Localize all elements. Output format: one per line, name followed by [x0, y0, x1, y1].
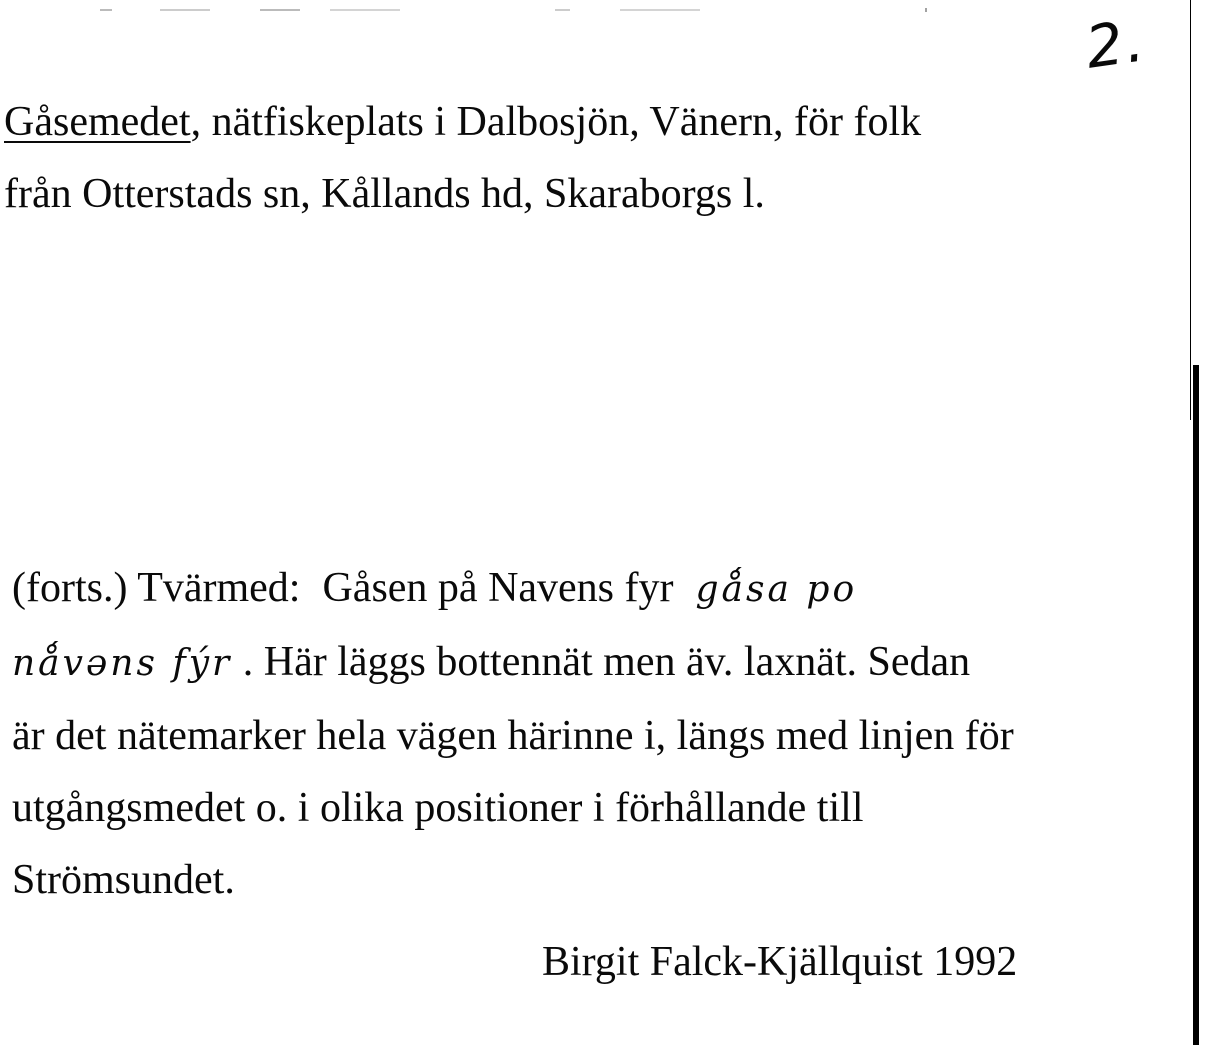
author-signature: Birgit Falck-Kjällquist 1992: [542, 939, 1018, 985]
entry-line-1-rest: , nätfiskeplats i Dalbosjön, Vänern, för folk: [190, 99, 922, 145]
body-prefix: (forts.) Tvärmed:: [12, 565, 301, 611]
card-edge-line: [1190, 0, 1191, 420]
place-name: Gåsen på Navens fyr: [322, 565, 674, 611]
card-edge-shadow: [1193, 365, 1199, 1045]
entry-heading: [4, 86, 1154, 230]
body-line-3: är det nätemarker hela vägen härinne i, längs med linjen för: [12, 713, 1014, 759]
entry-line-1: [4, 86, 1154, 158]
entry-line-2: från Otterstads sn, Kållands hd, Skaraborgs l.: [4, 171, 765, 217]
phonetic-transcription-2: nǻvəns fýr: [12, 643, 233, 684]
body-line-2: [12, 626, 1182, 700]
handwritten-page-number: 2.: [1081, 6, 1150, 82]
body-line-1: [12, 552, 1182, 626]
body-line-5: Strömsundet.: [12, 857, 235, 903]
body-line-2-rest: . Här läggs bottennät men äv. laxnät. Sedan: [242, 639, 971, 685]
entry-keyword: Gåsemedet: [4, 99, 191, 145]
entry-body: [12, 552, 1182, 916]
body-line-4: utgångsmedet o. i olika positioner i förhållande till: [12, 785, 864, 831]
phonetic-transcription-1: gǻsa po: [695, 569, 858, 610]
scan-artifact-marks: [100, 8, 1000, 12]
